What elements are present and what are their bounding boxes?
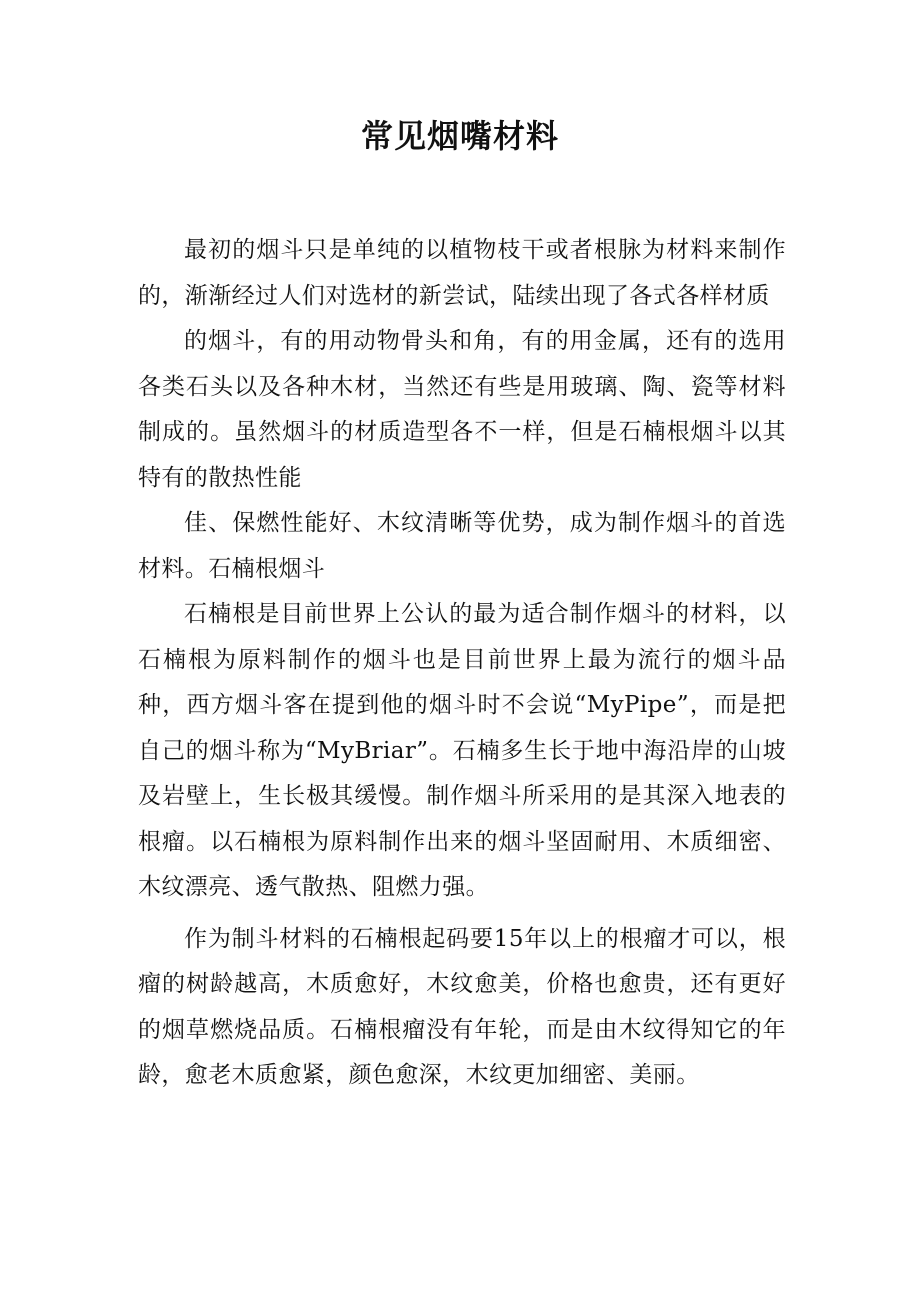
paragraph-2: 的烟斗，有的用动物骨头和角，有的用金属，还有的选用各类石头以及各种木材，当然还有些是用玻璃、陶、瓷等材料制成的。虽然烟斗的材质造型各不一样，但是石楠根烟斗以其特有的散热性能 <box>138 328 786 491</box>
page-title: 常见烟嘴材料 <box>360 117 559 155</box>
article-body <box>138 228 786 1099</box>
paragraph-3: 佳、保燃性能好、木纹清晰等优势，成为制作烟斗的首选材料。石楠根烟斗 <box>138 510 786 582</box>
paragraph-5: 作为制斗材料的石楠根起码要15年以上的根瘤才可以，根瘤的树龄越高，木质愈好，木纹愈美，价格也愈贵，还有更好的烟草燃烧品质。石楠根瘤没有年轮，而是由木纹得知它的年龄，愈老木质愈紧，颜色愈深，木纹更加细密、美丽。 <box>138 925 786 1088</box>
paragraph-4: 石楠根是目前世界上公认的最为适合制作烟斗的材料，以石楠根为原料制作的烟斗也是目前世界上最为流行的烟斗品种，西方烟斗客在提到他的烟斗时不会说“MyPipe”，而是把自己的烟斗称为“MyBriar”。石楠多生长于地中海沿岸的山坡及岩壁上，生长极其缓慢。制作烟斗所采用的是其深入地表的根瘤。以石楠根为原料制作出来的烟斗坚固耐用、木质细密、木纹漂亮、透气散热、阻燃力强。 <box>138 601 786 900</box>
paragraph-1: 最初的烟斗只是单纯的以植物枝干或者根脉为材料来制作的，渐渐经过人们对选材的新尝试，陆续出现了各式各样材质 <box>138 237 786 309</box>
